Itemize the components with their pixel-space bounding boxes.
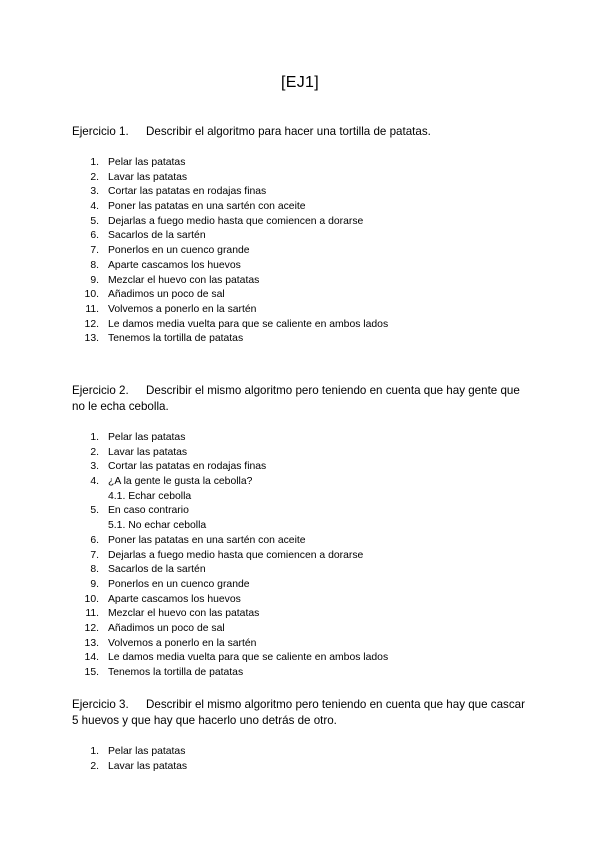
step-number: 8. [90, 564, 99, 576]
step-item [72, 549, 528, 564]
step-number: 10. [84, 593, 99, 605]
step-number: 1. [90, 432, 99, 443]
step-number: 4. [90, 201, 99, 213]
step-text: ¿A la gente le gusta la cebolla? [108, 476, 253, 488]
exercise-1 [72, 124, 528, 347]
step-text: Le damos media vuelta para que se caliente en ambos lados [108, 652, 389, 664]
step-item [72, 200, 528, 215]
exercise-2 [72, 383, 528, 681]
step-item [72, 156, 528, 171]
step-item [72, 475, 528, 490]
steps-list [72, 156, 528, 347]
exercise-3 [72, 697, 528, 774]
step-text: Poner las patatas en una sartén con aceite [108, 201, 306, 213]
step-text: Dejarlas a fuego medio hasta que comiencen a dorarse [108, 215, 364, 227]
step-text: Cortar las patatas en rodajas finas [108, 186, 267, 198]
step-item [72, 666, 528, 681]
step-number: 5. [90, 505, 99, 517]
step-text: Cortar las patatas en rodajas finas [108, 461, 267, 473]
step-text: Pelar las patatas [108, 157, 186, 168]
step-item [72, 637, 528, 652]
document-title: [EJ1] [281, 74, 319, 91]
steps-list [72, 431, 528, 681]
step-number: 7. [90, 245, 99, 257]
step-text: Sacarlos de la sartén [108, 564, 206, 576]
step-text: En caso contrario [108, 505, 189, 517]
exercise-number: Ejercicio 2. [72, 384, 129, 397]
step-number: 14. [84, 652, 99, 664]
exercise-description: Describir el algoritmo para hacer una tortilla de patatas. [146, 125, 431, 138]
step-text: Ponerlos en un cuenco grande [108, 245, 250, 257]
step-item [72, 745, 528, 760]
step-number: 3. [90, 186, 99, 198]
step-number: 4. [90, 476, 99, 488]
step-item [72, 593, 528, 608]
step-item [72, 318, 528, 333]
step-number: 3. [90, 461, 99, 473]
step-text: Sacarlos de la sartén [108, 230, 206, 242]
step-item [72, 534, 528, 549]
step-text: Dejarlas a fuego medio hasta que comiencen a dorarse [108, 549, 364, 561]
step-number: 7. [90, 549, 99, 561]
step-number: 11. [85, 608, 99, 620]
step-text: 4.1. Echar cebolla [108, 490, 192, 502]
step-item [72, 259, 528, 274]
step-text: Volvemos a ponerlo en la sartén [108, 637, 257, 649]
step-item [72, 563, 528, 578]
step-item [72, 171, 528, 186]
step-text: Lavar las patatas [108, 760, 188, 772]
step-text: Aparte cascamos los huevos [108, 593, 241, 605]
step-item [72, 446, 528, 461]
step-item [72, 760, 528, 775]
step-number: 10. [84, 289, 99, 301]
step-number: 1. [90, 157, 99, 168]
step-text: Tenemos la tortilla de patatas [108, 333, 244, 345]
step-number: 8. [90, 259, 99, 271]
step-text: Pelar las patatas [108, 746, 186, 757]
step-number: 13. [84, 637, 99, 649]
exercise-description: Describir el mismo algoritmo pero teniendo en cuenta que hay que cascar 5 huevos y que hay que hacerlo uno detrás de otro. [72, 698, 525, 727]
step-item [72, 504, 528, 519]
step-item [72, 431, 528, 446]
step-text: Añadimos un poco de sal [108, 622, 225, 634]
step-number: 9. [90, 578, 99, 590]
step-number: 12. [84, 318, 99, 330]
step-number: 2. [90, 171, 99, 183]
step-item [72, 185, 528, 200]
step-number: 12. [84, 622, 99, 634]
step-item [72, 244, 528, 259]
step-item [72, 578, 528, 593]
sub-step-item [72, 519, 528, 534]
step-number: 2. [90, 446, 99, 458]
sub-step-item [72, 490, 528, 505]
step-text: Ponerlos en un cuenco grande [108, 578, 250, 590]
step-number: 11. [85, 303, 99, 315]
step-number: 13. [84, 333, 99, 345]
step-item [72, 607, 528, 622]
step-text: Lavar las patatas [108, 446, 188, 458]
step-text: Tenemos la tortilla de patatas [108, 667, 244, 678]
step-text: Mezclar el huevo con las patatas [108, 274, 260, 286]
step-number: 1. [90, 746, 99, 757]
step-item [72, 215, 528, 230]
step-item [72, 288, 528, 303]
step-item [72, 229, 528, 244]
step-number: 6. [90, 534, 99, 546]
exercise-number: Ejercicio 3. [72, 698, 129, 711]
exercise-heading [72, 383, 528, 415]
steps-list [72, 745, 528, 774]
step-item [72, 274, 528, 289]
step-item [72, 460, 528, 475]
step-text: Le damos media vuelta para que se caliente en ambos lados [108, 318, 389, 330]
step-text: Mezclar el huevo con las patatas [108, 608, 260, 620]
step-number: 9. [90, 274, 99, 286]
step-item [72, 622, 528, 637]
step-number: 2. [90, 760, 99, 772]
step-item [72, 332, 528, 347]
exercise-heading [72, 124, 528, 140]
step-text: Añadimos un poco de sal [108, 289, 225, 301]
step-text: Volvemos a ponerlo en la sartén [108, 303, 257, 315]
step-text: Pelar las patatas [108, 432, 186, 443]
exercise-number: Ejercicio 1. [72, 125, 129, 138]
step-text: 5.1. No echar cebolla [108, 520, 207, 532]
exercise-description: Describir el mismo algoritmo pero teniendo en cuenta que hay gente que no le echa cebolla. [72, 384, 520, 413]
step-number: 15. [84, 667, 99, 678]
step-text: Poner las patatas en una sartén con aceite [108, 534, 306, 546]
step-number: 6. [90, 230, 99, 242]
step-number: 5. [90, 215, 99, 227]
step-text: Aparte cascamos los huevos [108, 259, 241, 271]
step-item [72, 651, 528, 666]
step-item [72, 303, 528, 318]
step-text: Lavar las patatas [108, 171, 188, 183]
exercise-heading [72, 697, 528, 729]
